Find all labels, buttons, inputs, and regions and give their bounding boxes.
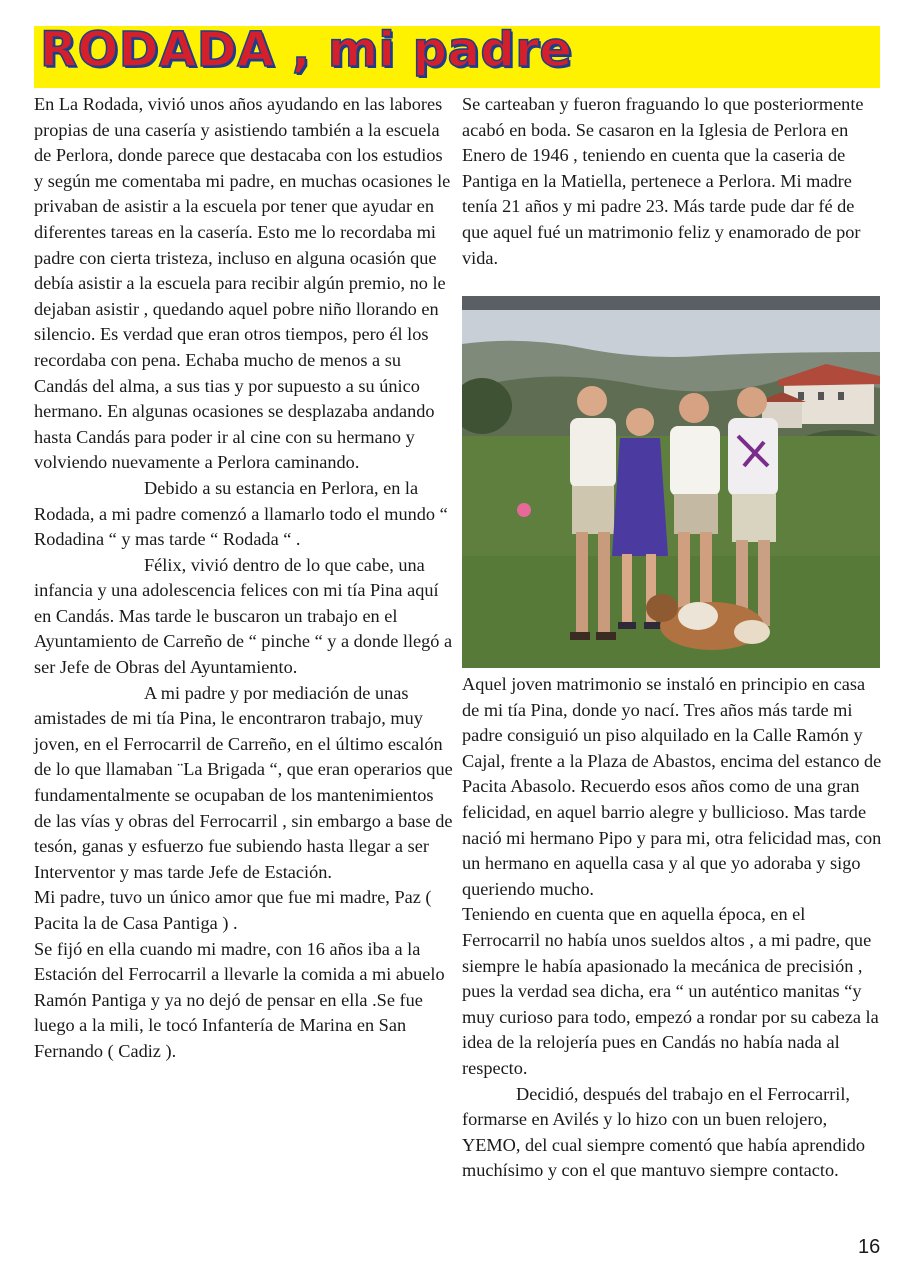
paragraph: A mi padre y por mediación de unas amistades de mi tía Pina, le encontraron trabajo, muy joven, en el Ferrocarril de Carreño, en el último escalón de lo que llamaban ¨La Brigada “, que eran operarios que fundamentalmente se ocupaban de los mantenimientos de las vías y obras del Ferrocarril , sin embargo a base de tesón, ganas y esfuerzo fue subiendo hasta llegar a ser Interventor y mas tarde Jefe de Estación. [34,682,453,882]
paragraph: Se carteaban y fueron fraguando lo que posteriormente acabó en boda. Se casaron en la Iglesia de Perlora en Enero de 1946 , teniendo en cuenta que la caseria de Pantiga en la Matiella, pertenece a Perlora. Mi madre tenía 21 años y mi padre 23. Más tarde pude dar fé de que aquel fué un matrimonio feliz y enamorado de por vida. [462,94,864,268]
page-number: 16 [858,1236,881,1258]
paragraph: Debido a su estancia en Perlora, en la Rodada, a mi padre comenzó a llamarlo todo el mundo “ Rodadina “ y mas tarde “ Rodada “ . [34,477,448,550]
paragraph: Félix, vivió dentro de lo que cabe, una infancia y una adolescencia felices con mi tía Pina aquí en Candás. Mas tarde le buscaron un trabajo en el Ayuntamiento de Carreño de “ pinche “ y a donde llegó a ser Jefe de Obras del Ayuntamiento. [34,554,453,678]
paragraph: En La Rodada, vivió unos años ayudando en las labores propias de una casería y asistiendo también a la escuela de Perlora, donde parece que destacaba con los estudios y según me comentaba mi padre, en muchas ocasiones le privaban de asistir a la escuela por tener que ayudar en diferentes tareas en la casería. Esto me lo recordaba mi padre con cierta tristeza, incluso en alguna ocasión que debía asistir a la escuela para recibir algún premio, no le dejaban asistir , quedando aquel pobre niño llorando en silencio. Es verdad que eran otros tiempos, pero él los recordaba con pena. Echaba mucho de menos a su Candás del alma, a sus tias y por supuesto a su único hermano. En algunas ocasiones se desplazaba andando hasta Candás para poder ir al cine con su hermano y volviendo nuevamente a Perlora caminando. [34,94,451,473]
paragraph: Aquel joven matrimonio se instaló en principio en casa de mi tía Pina, donde yo nací. Tres años más tarde mi padre consiguió un piso alquilado en la Calle Ramón y Cajal, frente a la Plaza de Abastos, encima del estanco de Pacita Abasolo. Recuerdo esos años como de una gran felicidad, en aquel barrio alegre y bullicioso. Mas tarde nació mi hermano Pipo y para mi, otra felicidad mas, con un hermano en aquella casa y al que yo adoraba y sigo queriendo mucho. [462,674,882,899]
right-column-bottom [462,672,884,1184]
paragraph: Se fijó en ella cuando mi madre, con 16 años iba a la Estación del Ferrocarril a llevarle la comida a mi abuelo Ramón Pantiga y ya no dejó de pensar en ella .Se fue luego a la mili, le tocó Infantería de Marina en San Fernando ( Cadiz ). [34,938,445,1061]
family-photo [462,296,880,668]
left-column [34,92,454,1065]
paragraph: Teniendo en cuenta que en aquella época, en el Ferrocarril no había unos sueldos altos , a mi padre, que siempre le había apasionado la mecánica de precisión , pues la verdad sea dicha, era “ un auténtico manitas “y muy curioso para todo, empezó a rondar por su cabeza la idea de la relojería pues en Candás no había nada al respecto. [462,904,879,1078]
paragraph: Decidió, después del trabajo en el Ferrocarril, formarse en Avilés y lo hizo con un buen relojero, YEMO, del cual siempre comentó que había aprendido muchísimo y con el que mantuvo siempre contacto. [462,1083,866,1181]
title-banner [34,22,880,88]
paragraph: Mi padre, tuvo un único amor que fue mi madre, Paz ( Pacita la de Casa Pantiga ) . [34,887,432,933]
right-column-top [462,92,882,271]
page-title: RODADA , mi padre [40,22,573,78]
